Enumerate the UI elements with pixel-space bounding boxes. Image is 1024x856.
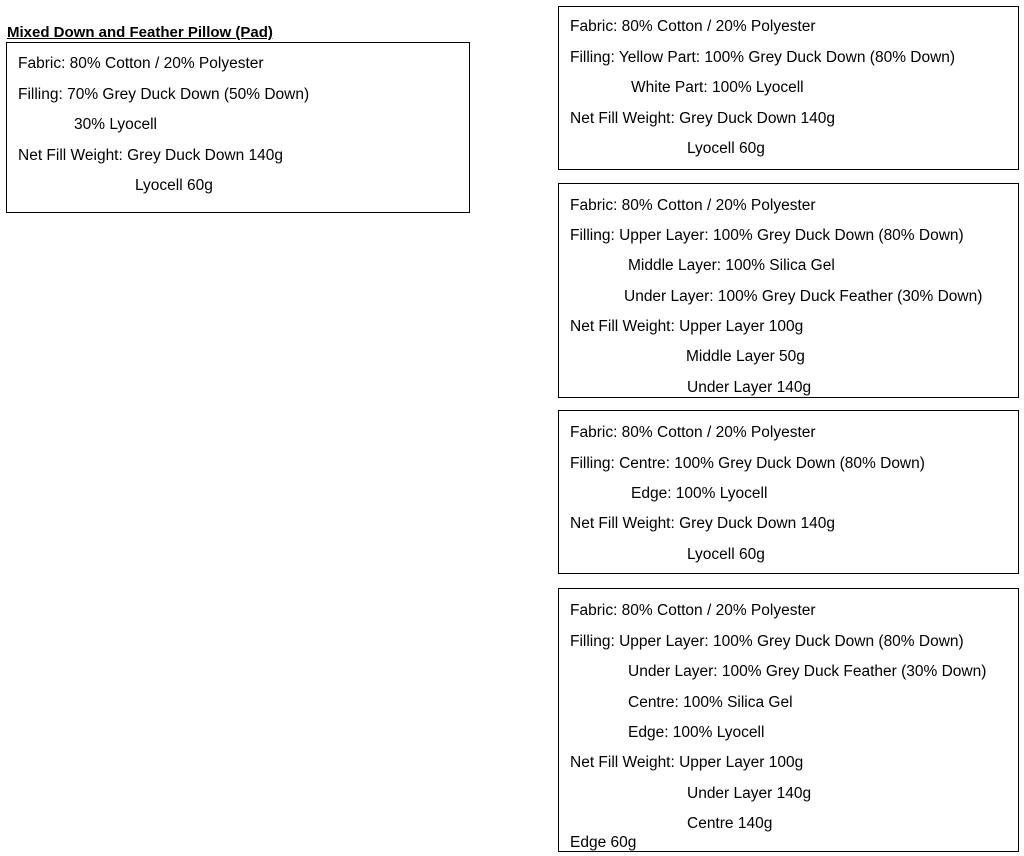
fabric-line: Fabric: 80% Cotton / 20% Polyester	[570, 18, 816, 35]
net-weight-line-2: Lyocell 60g	[687, 546, 765, 563]
fabric-line: Fabric: 80% Cotton / 20% Polyester	[570, 197, 816, 214]
filling-line-2: Under Layer: 100% Grey Duck Feather (30% Down)	[628, 663, 987, 680]
net-weight-line: Net Fill Weight: Upper Layer 100g	[570, 318, 804, 335]
fabric-line: Fabric: 80% Cotton / 20% Polyester	[18, 55, 264, 72]
filling-line: Filling: Centre: 100% Grey Duck Down (80% Down)	[570, 455, 925, 472]
filling-line: Filling: Upper Layer: 100% Grey Duck Down (80% Down)	[570, 633, 964, 650]
filling-line-2: Middle Layer: 100% Silica Gel	[628, 257, 835, 274]
net-weight-line-3: Centre 140g	[687, 815, 773, 832]
filling-line: Filling: Yellow Part: 100% Grey Duck Down (80% Down)	[570, 49, 956, 66]
net-weight-line-2: Middle Layer 50g	[686, 348, 805, 365]
filling-line-3: Centre: 100% Silica Gel	[628, 694, 793, 711]
filling-line-3: Under Layer: 100% Grey Duck Feather (30% Down)	[624, 288, 983, 305]
net-weight-line-4: Edge 60g	[570, 834, 637, 851]
net-weight-line: Net Fill Weight: Grey Duck Down 140g	[570, 110, 836, 127]
fabric-line: Fabric: 80% Cotton / 20% Polyester	[570, 602, 816, 619]
fabric-line: Fabric: 80% Cotton / 20% Polyester	[570, 424, 816, 441]
net-weight-line-2: Under Layer 140g	[687, 785, 812, 802]
filling-line-2: White Part: 100% Lyocell	[631, 79, 804, 96]
net-weight-line: Net Fill Weight: Grey Duck Down 140g	[570, 515, 836, 532]
net-weight-line-2: Lyocell 60g	[135, 177, 213, 194]
net-weight-line-3: Under Layer 140g	[687, 379, 812, 396]
page-heading: Mixed Down and Feather Pillow (Pad)	[7, 24, 273, 41]
filling-line-2: Edge: 100% Lyocell	[631, 485, 768, 502]
net-weight-line-2: Lyocell 60g	[687, 140, 765, 157]
spec-box-four-part	[558, 588, 1019, 852]
filling-line: Filling: 70% Grey Duck Down (50% Down)	[18, 86, 310, 103]
filling-line-2: 30% Lyocell	[74, 116, 158, 133]
filling-line: Filling: Upper Layer: 100% Grey Duck Down (80% Down)	[570, 227, 964, 244]
net-weight-line: Net Fill Weight: Upper Layer 100g	[570, 754, 804, 771]
net-weight-line: Net Fill Weight: Grey Duck Down 140g	[18, 147, 284, 164]
filling-line-4: Edge: 100% Lyocell	[628, 724, 765, 741]
